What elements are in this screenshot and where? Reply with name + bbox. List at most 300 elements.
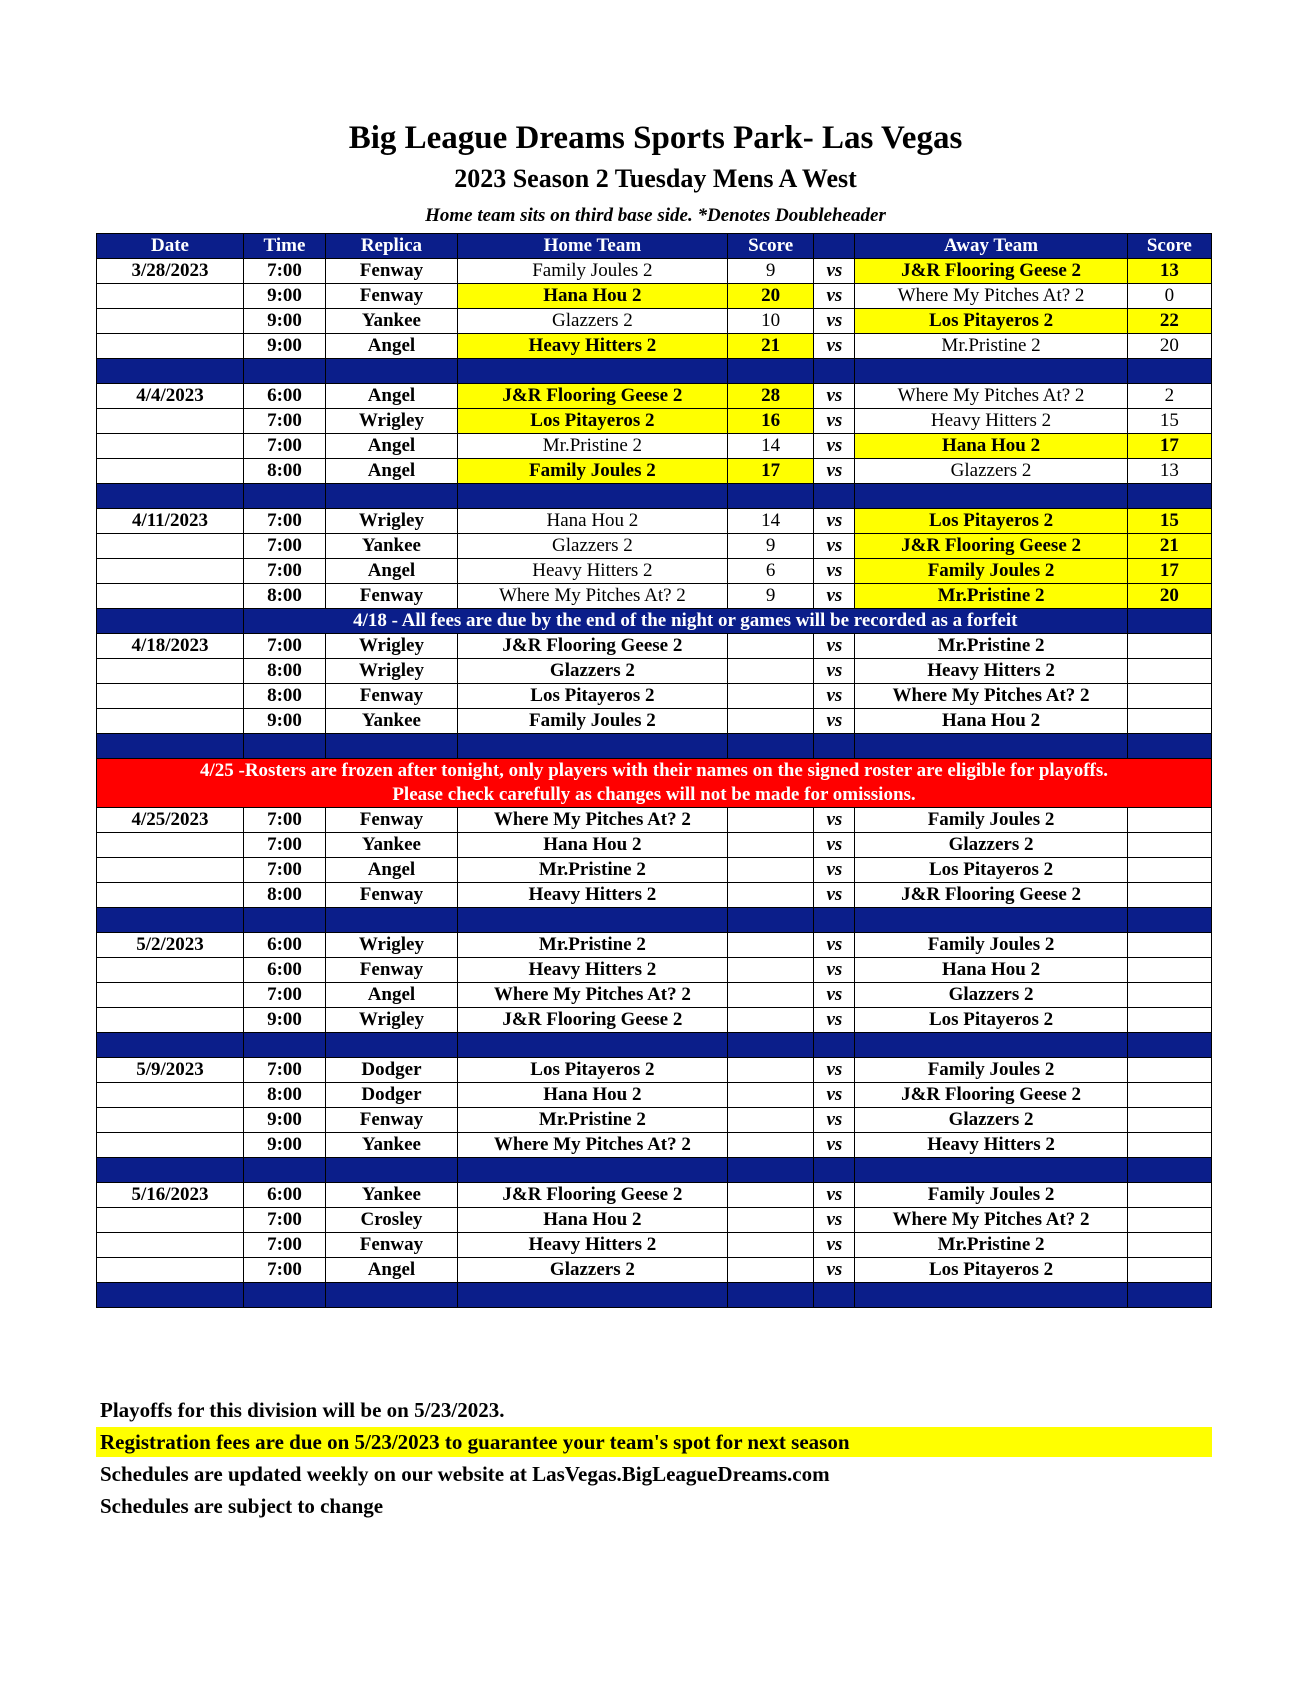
- page-title: Big League Dreams Sports Park- Las Vegas: [348, 120, 963, 156]
- separator-cell: [814, 359, 855, 384]
- home-team: Family Joules 2: [457, 259, 727, 284]
- col-vs-header: [814, 234, 855, 259]
- home-score: [727, 1233, 813, 1258]
- game-row: [97, 1258, 1212, 1283]
- game-date: [97, 983, 244, 1008]
- roster-notice-row: [97, 759, 1212, 808]
- home-team-note: Home team sits on third base side. *Denotes Doubleheader: [425, 205, 886, 226]
- separator-cell: [855, 1283, 1127, 1308]
- game-row: [97, 883, 1212, 908]
- separator-cell: [243, 908, 325, 933]
- separator-cell: [97, 484, 244, 509]
- home-score: 14: [727, 509, 813, 534]
- game-field: Angel: [326, 434, 458, 459]
- separator-cell: [97, 1033, 244, 1058]
- home-score: [727, 933, 813, 958]
- game-row: [97, 459, 1212, 484]
- vs-label: vs: [814, 1258, 855, 1283]
- vs-label: vs: [814, 709, 855, 734]
- game-time: 9:00: [243, 284, 325, 309]
- game-date: [97, 1233, 244, 1258]
- game-row: [97, 1008, 1212, 1033]
- home-team: J&R Flooring Geese 2: [457, 634, 727, 659]
- home-team: Mr.Pristine 2: [457, 434, 727, 459]
- col-home-score-header: Score: [727, 234, 813, 259]
- vs-label: vs: [814, 1183, 855, 1208]
- away-team: Los Pitayeros 2: [855, 1258, 1127, 1283]
- vs-label: vs: [814, 459, 855, 484]
- separator-cell: [814, 908, 855, 933]
- game-field: Yankee: [326, 534, 458, 559]
- game-row: [97, 259, 1212, 284]
- game-date: [97, 459, 244, 484]
- away-team: Mr.Pristine 2: [855, 334, 1127, 359]
- vs-label: vs: [814, 1233, 855, 1258]
- separator-cell: [97, 908, 244, 933]
- separator-cell: [457, 908, 727, 933]
- game-time: 7:00: [243, 1208, 325, 1233]
- col-time-header: Time: [243, 234, 325, 259]
- away-score: [1127, 709, 1211, 734]
- away-score: [1127, 684, 1211, 709]
- separator-cell: [457, 1158, 727, 1183]
- home-team: Where My Pitches At? 2: [457, 808, 727, 833]
- game-time: 7:00: [243, 409, 325, 434]
- game-field: Angel: [326, 858, 458, 883]
- home-score: [727, 1108, 813, 1133]
- game-date: [97, 284, 244, 309]
- game-date: [97, 1258, 244, 1283]
- separator-cell: [727, 359, 813, 384]
- separator-cell: [855, 908, 1127, 933]
- game-field: Wrigley: [326, 1008, 458, 1033]
- away-score: [1127, 1058, 1211, 1083]
- home-score: 10: [727, 309, 813, 334]
- away-team: Family Joules 2: [855, 933, 1127, 958]
- away-score: 17: [1127, 434, 1211, 459]
- away-team: J&R Flooring Geese 2: [855, 883, 1127, 908]
- home-team: Heavy Hitters 2: [457, 559, 727, 584]
- home-team: Los Pitayeros 2: [457, 684, 727, 709]
- separator-cell: [243, 359, 325, 384]
- game-row: [97, 1108, 1212, 1133]
- game-field: Wrigley: [326, 659, 458, 684]
- home-team: Glazzers 2: [457, 309, 727, 334]
- game-time: 7:00: [243, 1058, 325, 1083]
- game-row: [97, 1208, 1212, 1233]
- separator-cell: [1127, 609, 1211, 634]
- game-time: 7:00: [243, 259, 325, 284]
- separator-cell: [814, 1033, 855, 1058]
- away-score: 21: [1127, 534, 1211, 559]
- game-field: Angel: [326, 559, 458, 584]
- away-team: Where My Pitches At? 2: [855, 684, 1127, 709]
- game-time: 9:00: [243, 709, 325, 734]
- home-score: [727, 659, 813, 684]
- game-date: [97, 709, 244, 734]
- separator-cell: [457, 484, 727, 509]
- away-team: Mr.Pristine 2: [855, 634, 1127, 659]
- home-team: Family Joules 2: [457, 459, 727, 484]
- away-team: Heavy Hitters 2: [855, 1133, 1127, 1158]
- col-away-header: Away Team: [855, 234, 1127, 259]
- game-date: 3/28/2023: [97, 259, 244, 284]
- away-team: J&R Flooring Geese 2: [855, 534, 1127, 559]
- registration-note: Registration fees are due on 5/23/2023 to guarantee your team's spot for next season: [96, 1427, 1212, 1457]
- away-team: Where My Pitches At? 2: [855, 384, 1127, 409]
- game-field: Yankee: [326, 709, 458, 734]
- away-team: Hana Hou 2: [855, 709, 1127, 734]
- vs-label: vs: [814, 584, 855, 609]
- away-score: [1127, 1233, 1211, 1258]
- game-field: Angel: [326, 983, 458, 1008]
- away-score: 15: [1127, 509, 1211, 534]
- separator-cell: [326, 1158, 458, 1183]
- home-team: Glazzers 2: [457, 534, 727, 559]
- home-score: [727, 858, 813, 883]
- home-score: 20: [727, 284, 813, 309]
- home-score: 16: [727, 409, 813, 434]
- schedule-body: [97, 234, 1212, 1308]
- col-home-header: Home Team: [457, 234, 727, 259]
- game-time: 9:00: [243, 1133, 325, 1158]
- game-date: [97, 559, 244, 584]
- game-time: 7:00: [243, 983, 325, 1008]
- roster-notice: [97, 759, 1212, 808]
- vs-label: vs: [814, 684, 855, 709]
- away-score: 13: [1127, 459, 1211, 484]
- home-team: Where My Pitches At? 2: [457, 983, 727, 1008]
- game-row: [97, 958, 1212, 983]
- home-team: Los Pitayeros 2: [457, 409, 727, 434]
- away-score: [1127, 1108, 1211, 1133]
- separator-cell: [326, 484, 458, 509]
- home-score: [727, 808, 813, 833]
- game-time: 7:00: [243, 434, 325, 459]
- game-row: [97, 709, 1212, 734]
- website-note: Schedules are updated weekly on our website at LasVegas.BigLeagueDreams.com: [100, 1462, 830, 1486]
- game-time: 8:00: [243, 883, 325, 908]
- game-time: 8:00: [243, 684, 325, 709]
- home-team: Heavy Hitters 2: [457, 883, 727, 908]
- separator-cell: [814, 734, 855, 759]
- separator-cell: [97, 1158, 244, 1183]
- week-separator-row: [97, 1283, 1212, 1308]
- separator-cell: [1127, 1283, 1211, 1308]
- away-score: 15: [1127, 409, 1211, 434]
- home-score: 6: [727, 559, 813, 584]
- home-team: Hana Hou 2: [457, 509, 727, 534]
- vs-label: vs: [814, 1008, 855, 1033]
- game-field: Dodger: [326, 1058, 458, 1083]
- away-score: 20: [1127, 584, 1211, 609]
- home-team: Heavy Hitters 2: [457, 958, 727, 983]
- game-date: [97, 858, 244, 883]
- home-score: [727, 1133, 813, 1158]
- game-field: Fenway: [326, 584, 458, 609]
- game-time: 6:00: [243, 958, 325, 983]
- game-row: [97, 983, 1212, 1008]
- vs-label: vs: [814, 1083, 855, 1108]
- away-team: J&R Flooring Geese 2: [855, 259, 1127, 284]
- game-time: 8:00: [243, 459, 325, 484]
- game-row: [97, 1233, 1212, 1258]
- home-score: [727, 1208, 813, 1233]
- game-time: 7:00: [243, 808, 325, 833]
- game-field: Wrigley: [326, 409, 458, 434]
- away-score: [1127, 958, 1211, 983]
- away-score: 20: [1127, 334, 1211, 359]
- separator-cell: [243, 1033, 325, 1058]
- game-date: [97, 684, 244, 709]
- home-score: 17: [727, 459, 813, 484]
- game-row: [97, 684, 1212, 709]
- game-field: Yankee: [326, 309, 458, 334]
- game-field: Fenway: [326, 958, 458, 983]
- game-field: Fenway: [326, 284, 458, 309]
- home-team: Mr.Pristine 2: [457, 933, 727, 958]
- game-time: 7:00: [243, 559, 325, 584]
- fees-notice-text: 4/18 - All fees are due by the end of the night or games will be recorded as a forfeit: [243, 609, 1127, 634]
- header-row: [97, 234, 1212, 259]
- vs-label: vs: [814, 659, 855, 684]
- separator-cell: [855, 359, 1127, 384]
- home-score: [727, 1008, 813, 1033]
- home-team: Hana Hou 2: [457, 1208, 727, 1233]
- page-subtitle: 2023 Season 2 Tuesday Mens A West: [454, 164, 857, 193]
- home-team: Hana Hou 2: [457, 833, 727, 858]
- game-row: [97, 1183, 1212, 1208]
- away-score: 0: [1127, 284, 1211, 309]
- game-field: Fenway: [326, 883, 458, 908]
- separator-cell: [1127, 734, 1211, 759]
- game-field: Yankee: [326, 1183, 458, 1208]
- game-time: 9:00: [243, 1008, 325, 1033]
- game-row: [97, 284, 1212, 309]
- separator-cell: [97, 359, 244, 384]
- vs-label: vs: [814, 833, 855, 858]
- game-date: [97, 584, 244, 609]
- home-team: Glazzers 2: [457, 659, 727, 684]
- vs-label: vs: [814, 958, 855, 983]
- away-score: [1127, 808, 1211, 833]
- separator-cell: [326, 908, 458, 933]
- away-score: 22: [1127, 309, 1211, 334]
- home-team: J&R Flooring Geese 2: [457, 1183, 727, 1208]
- home-score: [727, 958, 813, 983]
- game-row: [97, 584, 1212, 609]
- game-date: [97, 833, 244, 858]
- home-score: 28: [727, 384, 813, 409]
- game-date: [97, 309, 244, 334]
- home-team: Where My Pitches At? 2: [457, 584, 727, 609]
- away-score: [1127, 1008, 1211, 1033]
- home-team: Family Joules 2: [457, 709, 727, 734]
- separator-cell: [727, 484, 813, 509]
- vs-label: vs: [814, 858, 855, 883]
- game-row: [97, 808, 1212, 833]
- game-row: [97, 509, 1212, 534]
- game-date: [97, 958, 244, 983]
- away-score: [1127, 1133, 1211, 1158]
- game-row: [97, 434, 1212, 459]
- separator-cell: [243, 734, 325, 759]
- game-time: 6:00: [243, 384, 325, 409]
- game-row: [97, 384, 1212, 409]
- game-date: [97, 534, 244, 559]
- game-time: 7:00: [243, 833, 325, 858]
- home-team: J&R Flooring Geese 2: [457, 384, 727, 409]
- home-team: Los Pitayeros 2: [457, 1058, 727, 1083]
- vs-label: vs: [814, 808, 855, 833]
- away-team: Mr.Pristine 2: [855, 1233, 1127, 1258]
- home-team: Heavy Hitters 2: [457, 334, 727, 359]
- game-date: 5/2/2023: [97, 933, 244, 958]
- game-row: [97, 559, 1212, 584]
- separator-cell: [1127, 359, 1211, 384]
- separator-cell: [326, 359, 458, 384]
- game-time: 9:00: [243, 1108, 325, 1133]
- schedule-table: [96, 233, 1212, 1308]
- game-field: Angel: [326, 1258, 458, 1283]
- away-team: Where My Pitches At? 2: [855, 284, 1127, 309]
- vs-label: vs: [814, 534, 855, 559]
- playoffs-note: Playoffs for this division will be on 5/23/2023.: [100, 1398, 505, 1422]
- col-away-score-header: Score: [1127, 234, 1211, 259]
- game-date: [97, 1008, 244, 1033]
- separator-cell: [457, 1283, 727, 1308]
- game-date: [97, 883, 244, 908]
- game-date: 4/25/2023: [97, 808, 244, 833]
- vs-label: vs: [814, 409, 855, 434]
- away-score: [1127, 883, 1211, 908]
- home-score: [727, 983, 813, 1008]
- separator-cell: [727, 1033, 813, 1058]
- game-date: 5/9/2023: [97, 1058, 244, 1083]
- separator-cell: [1127, 484, 1211, 509]
- separator-cell: [814, 484, 855, 509]
- away-team: Family Joules 2: [855, 808, 1127, 833]
- game-row: [97, 858, 1212, 883]
- game-row: [97, 309, 1212, 334]
- vs-label: vs: [814, 634, 855, 659]
- vs-label: vs: [814, 1108, 855, 1133]
- away-team: Family Joules 2: [855, 1058, 1127, 1083]
- separator-cell: [243, 1283, 325, 1308]
- game-field: Fenway: [326, 1108, 458, 1133]
- away-score: [1127, 1183, 1211, 1208]
- away-team: Glazzers 2: [855, 983, 1127, 1008]
- separator-cell: [326, 1283, 458, 1308]
- game-row: [97, 1058, 1212, 1083]
- vs-label: vs: [814, 284, 855, 309]
- game-date: 4/11/2023: [97, 509, 244, 534]
- game-field: Dodger: [326, 1083, 458, 1108]
- separator-cell: [727, 1158, 813, 1183]
- game-date: [97, 334, 244, 359]
- game-row: [97, 534, 1212, 559]
- away-team: Mr.Pristine 2: [855, 584, 1127, 609]
- separator-cell: [326, 1033, 458, 1058]
- game-row: [97, 659, 1212, 684]
- vs-label: vs: [814, 983, 855, 1008]
- home-team: Glazzers 2: [457, 1258, 727, 1283]
- separator-cell: [814, 1158, 855, 1183]
- separator-cell: [727, 1283, 813, 1308]
- vs-label: vs: [814, 933, 855, 958]
- separator-cell: [326, 734, 458, 759]
- away-team: Hana Hou 2: [855, 958, 1127, 983]
- separator-cell: [457, 359, 727, 384]
- game-time: 8:00: [243, 584, 325, 609]
- vs-label: vs: [814, 559, 855, 584]
- week-separator-row: [97, 359, 1212, 384]
- game-time: 7:00: [243, 858, 325, 883]
- separator-cell: [814, 1283, 855, 1308]
- col-replica-header: Replica: [326, 234, 458, 259]
- away-team: Glazzers 2: [855, 459, 1127, 484]
- vs-label: vs: [814, 259, 855, 284]
- game-time: 6:00: [243, 933, 325, 958]
- home-score: [727, 1183, 813, 1208]
- home-team: J&R Flooring Geese 2: [457, 1008, 727, 1033]
- vs-label: vs: [814, 883, 855, 908]
- game-time: 7:00: [243, 534, 325, 559]
- week-separator-row: [97, 908, 1212, 933]
- game-time: 7:00: [243, 1233, 325, 1258]
- game-row: [97, 933, 1212, 958]
- game-row: [97, 409, 1212, 434]
- week-separator-row: [97, 484, 1212, 509]
- game-date: 5/16/2023: [97, 1183, 244, 1208]
- home-team: Mr.Pristine 2: [457, 858, 727, 883]
- away-team: J&R Flooring Geese 2: [855, 1083, 1127, 1108]
- home-score: 9: [727, 259, 813, 284]
- game-date: [97, 1083, 244, 1108]
- separator-cell: [1127, 1158, 1211, 1183]
- away-score: [1127, 858, 1211, 883]
- separator-cell: [243, 1158, 325, 1183]
- separator-cell: [457, 1033, 727, 1058]
- away-score: [1127, 983, 1211, 1008]
- vs-label: vs: [814, 434, 855, 459]
- separator-cell: [855, 484, 1127, 509]
- col-date-header: Date: [97, 234, 244, 259]
- home-score: [727, 1083, 813, 1108]
- game-row: [97, 634, 1212, 659]
- vs-label: vs: [814, 1058, 855, 1083]
- home-team: Mr.Pristine 2: [457, 1108, 727, 1133]
- game-field: Fenway: [326, 684, 458, 709]
- game-date: [97, 1208, 244, 1233]
- away-score: [1127, 1258, 1211, 1283]
- away-team: Hana Hou 2: [855, 434, 1127, 459]
- separator-cell: [97, 734, 244, 759]
- game-row: [97, 1133, 1212, 1158]
- game-time: 9:00: [243, 309, 325, 334]
- game-date: [97, 1133, 244, 1158]
- separator-cell: [97, 609, 244, 634]
- away-team: Family Joules 2: [855, 559, 1127, 584]
- away-score: [1127, 1208, 1211, 1233]
- separator-cell: [727, 908, 813, 933]
- game-date: [97, 659, 244, 684]
- vs-label: vs: [814, 384, 855, 409]
- away-score: 17: [1127, 559, 1211, 584]
- separator-cell: [1127, 1033, 1211, 1058]
- home-team: Hana Hou 2: [457, 1083, 727, 1108]
- home-score: 21: [727, 334, 813, 359]
